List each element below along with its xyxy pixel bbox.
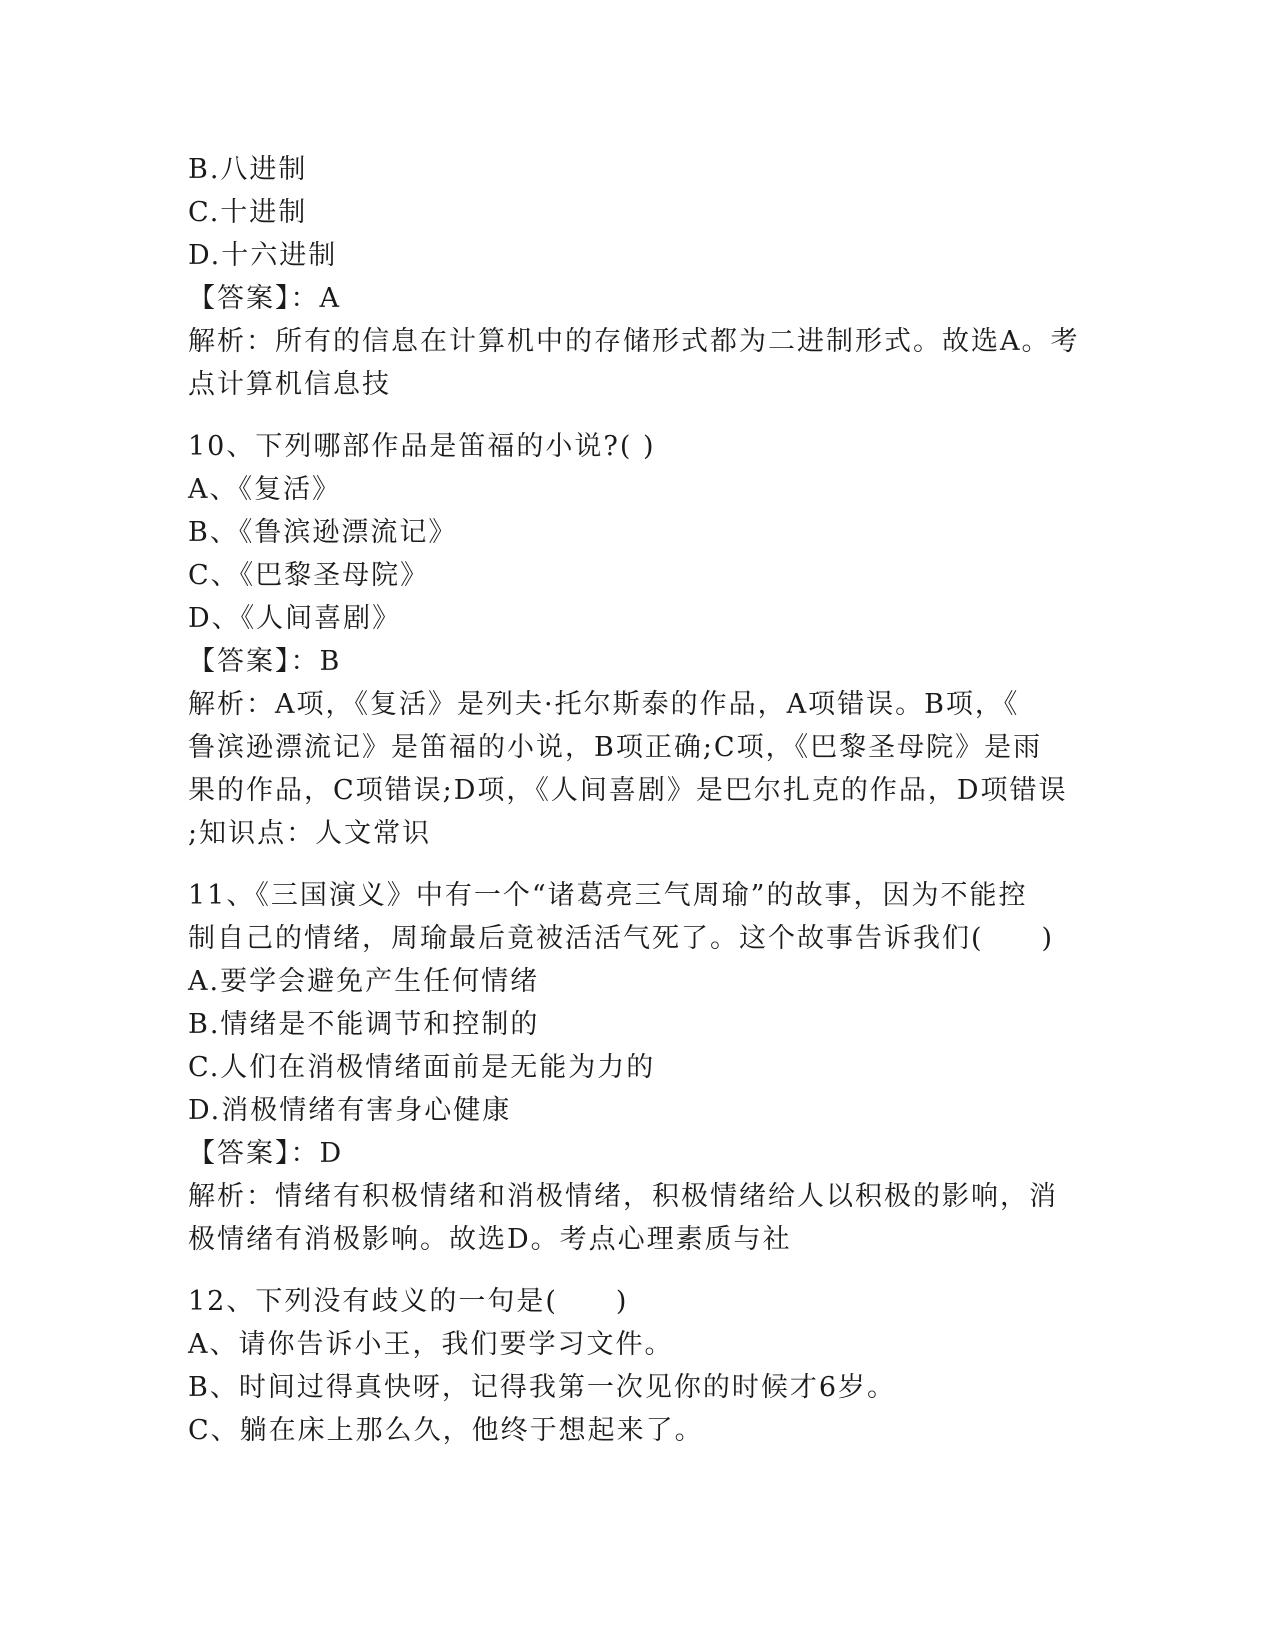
answer: 【答案】：B [188, 646, 342, 677]
option-d: D、《人间喜剧》 [188, 603, 402, 634]
analysis-line: 解析：情绪有积极情绪和消极情绪，积极情绪给人以积极的影响，消 [188, 1181, 1058, 1212]
analysis-line: ;知识点：人文常识 [188, 818, 432, 849]
option-d: D.十六进制 [188, 240, 338, 271]
option-c: C.十进制 [188, 197, 308, 228]
option-d: D.消极情绪有害身心健康 [188, 1095, 512, 1126]
analysis-line: 解析：所有的信息在计算机中的存储形式都为二进制形式。故选A。考 [188, 326, 1080, 357]
question-stem: 制自己的情绪，周瑜最后竟被活活气死了。这个故事告诉我们( ) [188, 923, 1055, 954]
option-c: C、躺在床上那么久，他终于想起来了。 [188, 1415, 704, 1446]
analysis-line: 点计算机信息技 [188, 369, 391, 400]
answer: 【答案】：D [188, 1138, 344, 1169]
question-stem: 10、下列哪部作品是笛福的小说?( ) [188, 431, 656, 462]
option-a: A、《复活》 [188, 474, 341, 505]
option-a: A、请你告诉小王，我们要学习文件。 [188, 1329, 674, 1360]
document-page [188, 148, 1088, 1452]
answer: 【答案】：A [188, 283, 341, 314]
option-c: C.人们在消极情绪面前是无能为力的 [188, 1052, 656, 1083]
question-stem: 12、下列没有歧义的一句是( ) [188, 1286, 629, 1317]
option-b: B.情绪是不能调节和控制的 [188, 1009, 540, 1040]
option-b: B.八进制 [188, 154, 308, 185]
analysis-line: 极情绪有消极影响。故选D。考点心理素质与社 [188, 1224, 792, 1255]
option-a: A.要学会避免产生任何情绪 [188, 966, 540, 997]
analysis-line: 果的作品，C项错误;D项，《人间喜剧》是巴尔扎克的作品，D项错误 [188, 775, 1068, 806]
question-11 [188, 874, 1088, 1261]
question-stem: 11、《三国演义》中有一个“诸葛亮三气周瑜”的故事，因为不能控 [188, 880, 1028, 911]
option-b: B、《鲁滨逊漂流记》 [188, 517, 458, 548]
question-10 [188, 425, 1088, 855]
option-b: B、时间过得真快呀，记得我第一次见你的时候才6岁。 [188, 1372, 897, 1403]
question-12 [188, 1280, 1088, 1452]
option-c: C、《巴黎圣母院》 [188, 560, 430, 591]
analysis-line: 鲁滨逊漂流记》是笛福的小说，B项正确;C项，《巴黎圣母院》是雨 [188, 732, 1043, 763]
analysis-line: 解析：A项，《复活》是列夫·托尔斯泰的作品，A项错误。B项，《 [188, 689, 1020, 720]
question-9-continued [188, 148, 1088, 406]
